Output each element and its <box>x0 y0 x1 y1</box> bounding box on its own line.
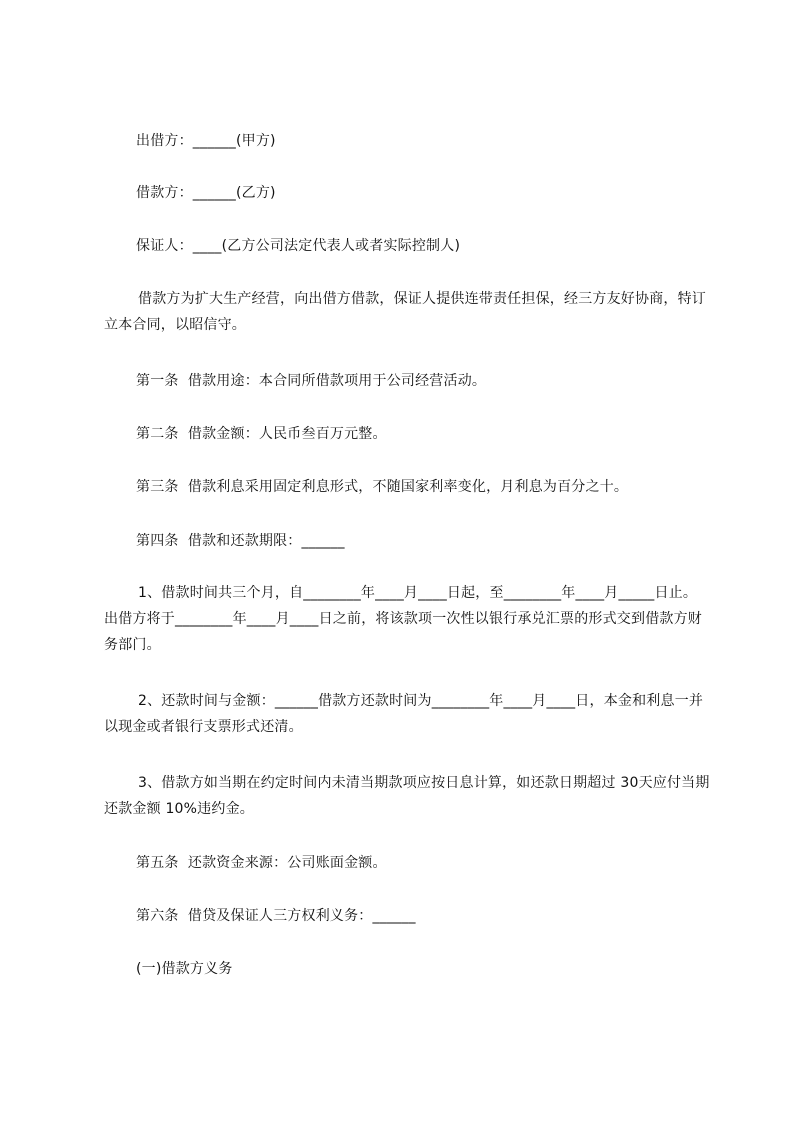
article-2: 第二条 借款金额：人民币叁百万元整。 <box>136 426 387 442</box>
article-1: 第一条 借款用途：本合同所借款项用于公司经营活动。 <box>136 373 487 389</box>
article-4-clause-3: 3、借款方如当期在约定时间内未清当期款项应按日息计算，如还款日期超过 30天应付当期还款金额 10%违约金。 <box>104 775 710 817</box>
article-4-clause-2: 2、还款时间与金额：______借款方还款时间为________年____月____日，本金和利息一并以现金或者银行支票形式还清。 <box>104 693 704 735</box>
article-6: 第六条 借贷及保证人三方权利义务：______ <box>136 908 416 924</box>
article-3: 第三条 借款利息采用固定利息形式，不随国家利率变化，月利息为百分之十。 <box>136 479 629 495</box>
guarantor-line: 保证人：____(乙方公司法定代表人或者实际控制人) <box>136 238 461 254</box>
article-6-section-1-heading: (一)借款方义务 <box>136 961 233 977</box>
article-5: 第五条 还款资金来源：公司账面金额。 <box>136 855 387 871</box>
preamble-paragraph: 借款方为扩大生产经营，向出借方借款，保证人提供连带责任担保，经三方友好协商，特订立本合同，以昭信守。 <box>104 291 706 333</box>
article-4-clause-1: 1、借款时间共三个月，自________年____月____日起，至________年____月_____日止。出借方将于________年____月____日之前，将该款项一次性以银行承兑汇票的形式交到借款方财务部门。 <box>104 585 702 653</box>
borrower-line: 借款方：______(乙方) <box>136 185 276 201</box>
article-4: 第四条 借款和还款期限：______ <box>136 533 345 549</box>
lender-line: 出借方：______(甲方) <box>136 133 276 149</box>
